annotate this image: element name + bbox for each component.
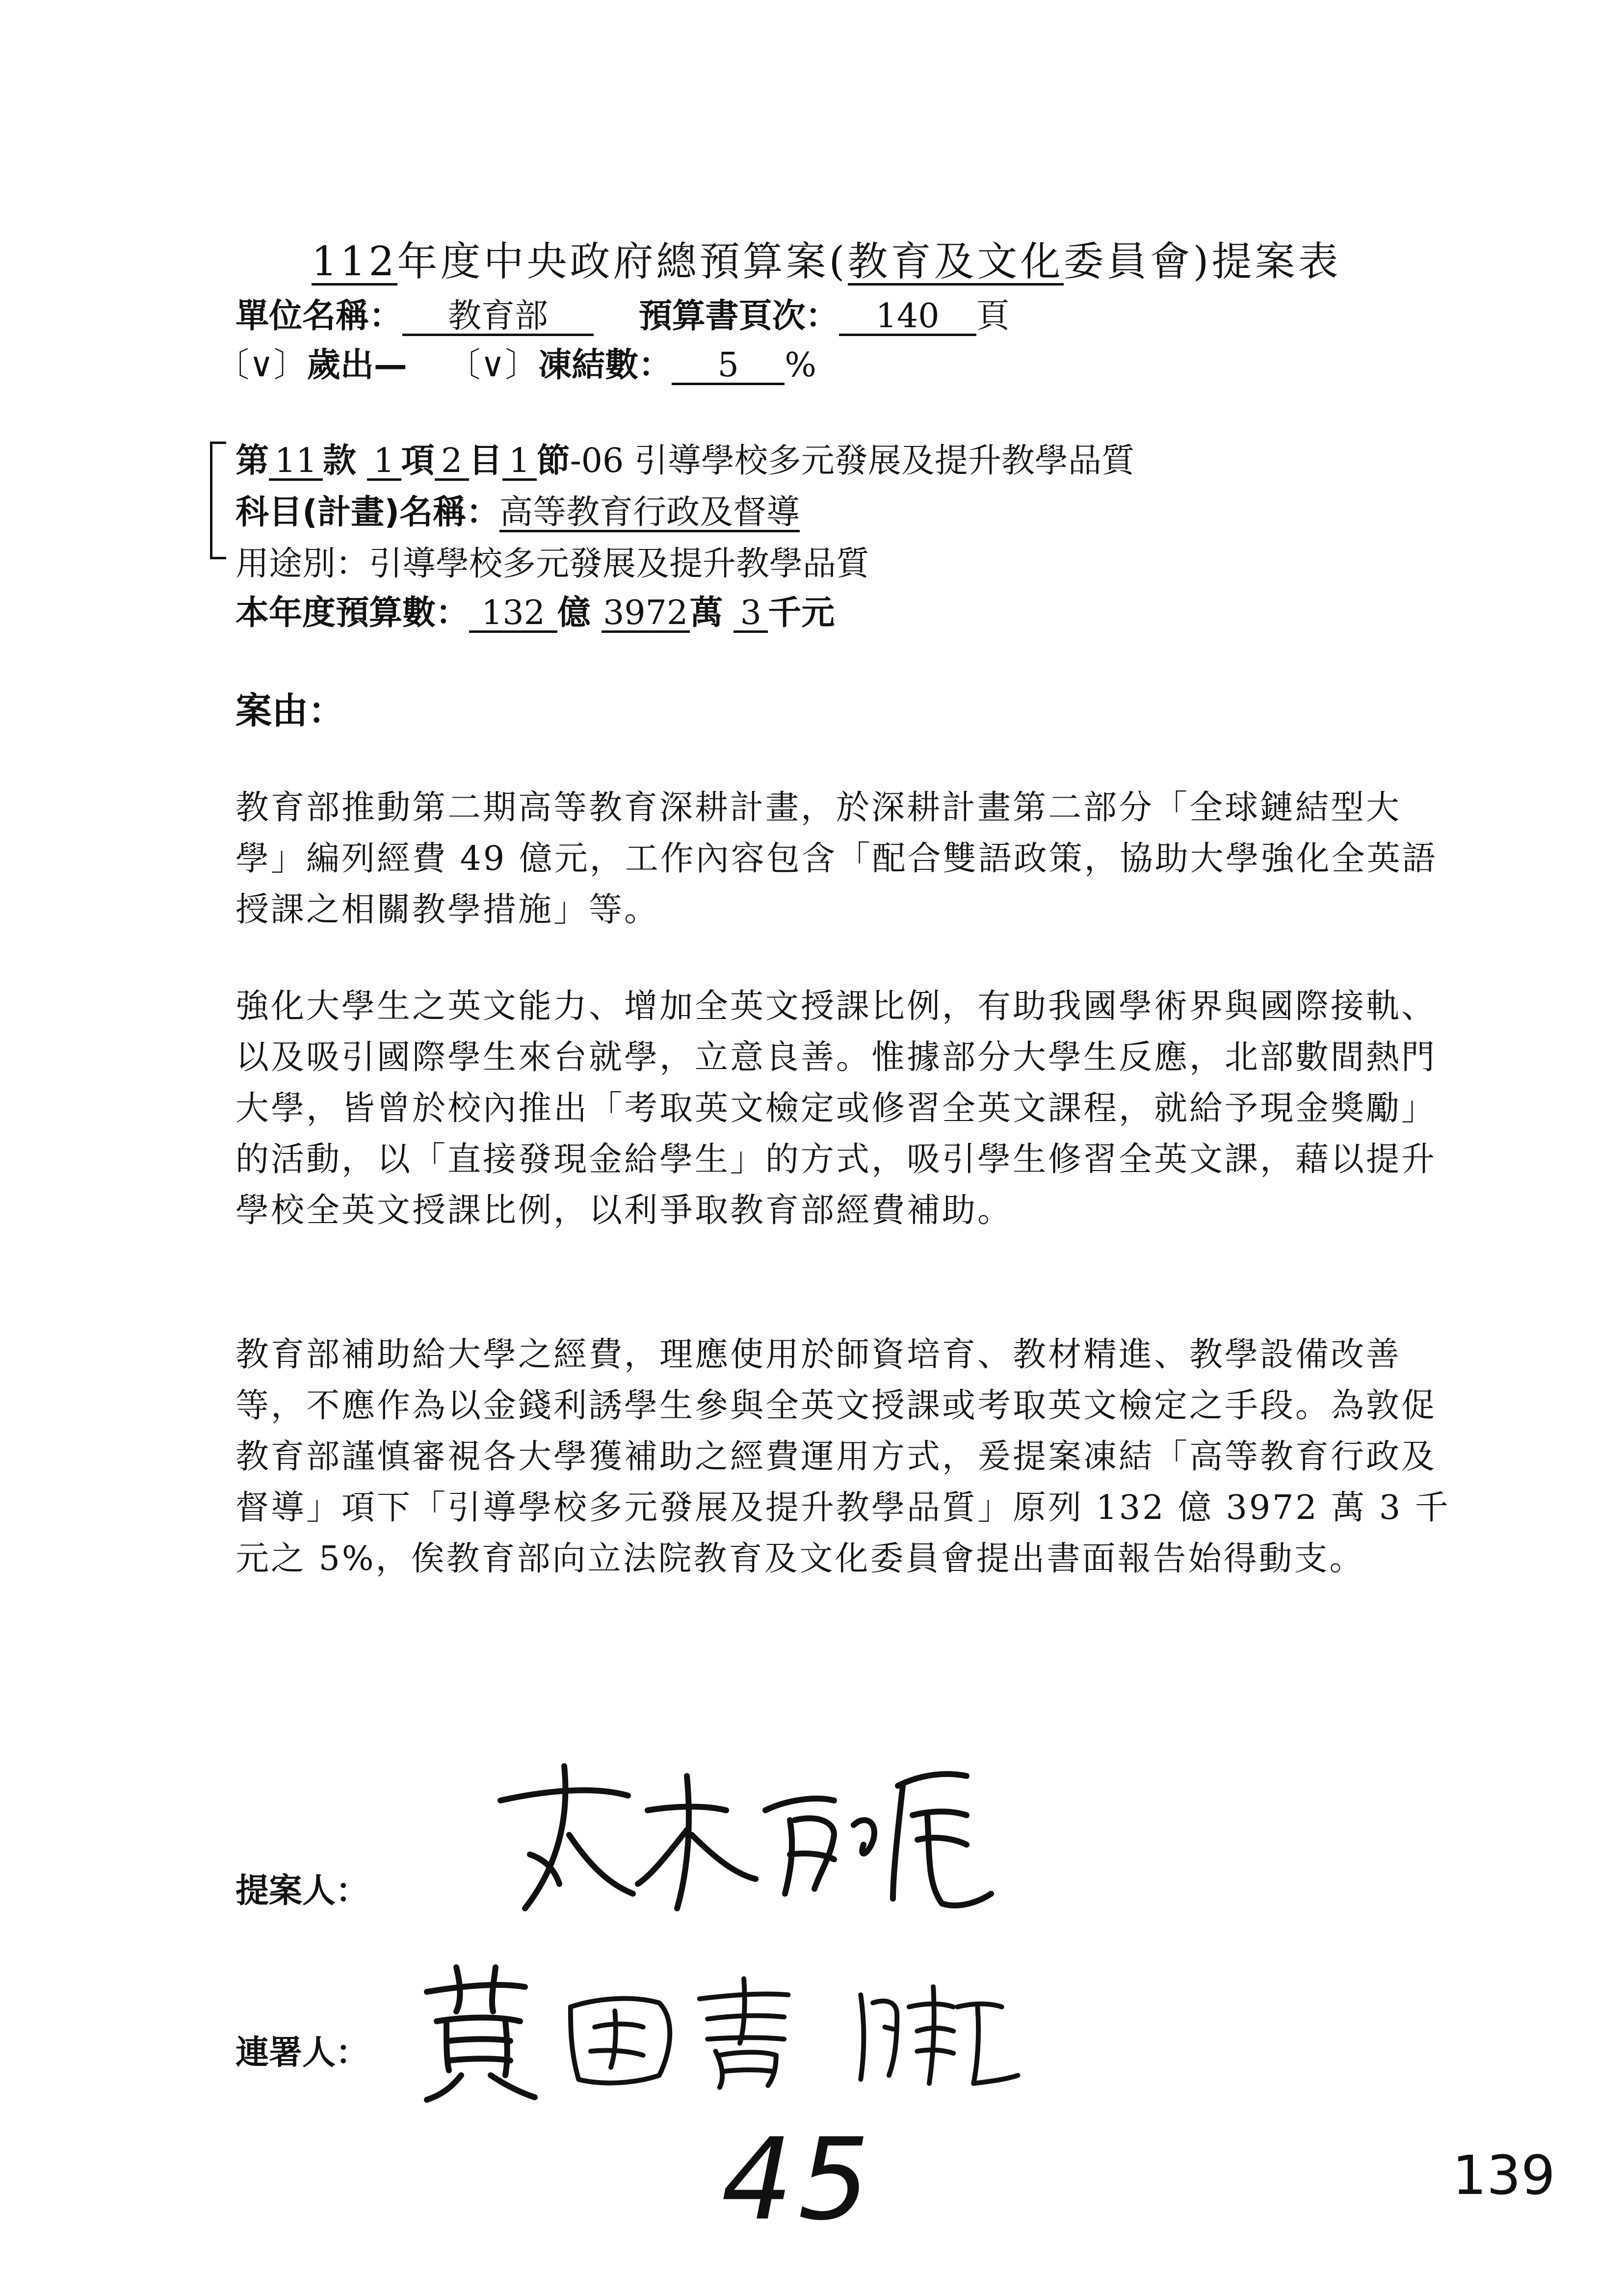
reason-label: 案由：	[236, 690, 344, 732]
cosigner-signature-1	[407, 1957, 545, 2105]
paragraph-2: 強化大學生之英文能力、增加全英文授課比例，有助我國學術界與國際接軌、以及吸引國際學生來台就學，立意良善。惟據部分大學生反應，北部數間熱門大學，皆曾於校內推出「考取英文檢定或修習全英文課程，就給予現金獎勵」的活動，以「直接發現金給學生」的方式，吸引學生修習全英文課，藉以提升學校全英文授課比例，以利爭取教育部經費補助。	[236, 987, 1437, 1230]
unit-label: 單位名稱：	[236, 297, 403, 336]
cosigner-label: 連署人：	[236, 2034, 369, 2072]
paragraph-3: 教育部補助給大學之經費，理應使用於師資培育、教材精進、教學設備改善等，不應作為以金錢利誘學生參與全英文授課或考取英文檢定之手段。為敦促教育部謹慎審視各大學獲補助之經費運用方式，爰提案凍結「高等教育行政及督導」項下「引導學校多元發展及提升教學品質」原列 132 億 3972 萬 3 千元之 5%，俟教育部向立法院教育及文化委員會提出書面報告始得動支。	[236, 1335, 1450, 1578]
item-bracket	[210, 442, 226, 559]
unit-value: 教育部	[402, 299, 594, 336]
title-year: 112	[312, 238, 397, 285]
expense-checkbox: 〔∨〕	[216, 346, 307, 385]
item-row: 第 11 款 1 項 2 目 1 節-06 引導學校多元發展及提升教學品質	[236, 442, 1135, 480]
proposer-label: 提案人：	[236, 1872, 369, 1910]
handwritten-number: 45	[721, 2114, 875, 2245]
page-number: 139	[1452, 2144, 1555, 2207]
page-label: 預算書頁次：	[638, 297, 839, 336]
subject-value: 高等教育行政及督導	[499, 493, 800, 532]
freeze-value: 5	[672, 348, 785, 385]
budget-row: 本年度預算數： 132 億 3972萬 3 千元	[236, 594, 835, 632]
purpose-row: 用途別：引導學校多元發展及提升教學品質	[236, 545, 870, 583]
cosigner-signature-2	[554, 1957, 1119, 2105]
flags-row: 〔∨〕歲出— 〔∨〕凍結數： 5 %	[216, 346, 816, 385]
freeze-checkbox: 〔∨〕	[447, 346, 539, 385]
proposer-signature	[471, 1756, 1011, 1928]
paragraph-1: 教育部推動第二期高等教育深耕計畫，於深耕計畫第二部分「全球鏈結型大學」編列經費 49 億元，工作內容包含「配合雙語政策，協助大學強化全英語授課之相關教學措施」等。	[236, 788, 1438, 929]
unit-row: 單位名稱： 教育部 預算書頁次： 140 頁	[236, 297, 1010, 336]
subject-row: 科目(計畫)名稱：高等教育行政及督導	[236, 493, 800, 532]
page-value: 140	[839, 299, 976, 336]
document-title: 112年度中央政府總預算案(教育及文化委員會)提案表	[312, 238, 1341, 285]
